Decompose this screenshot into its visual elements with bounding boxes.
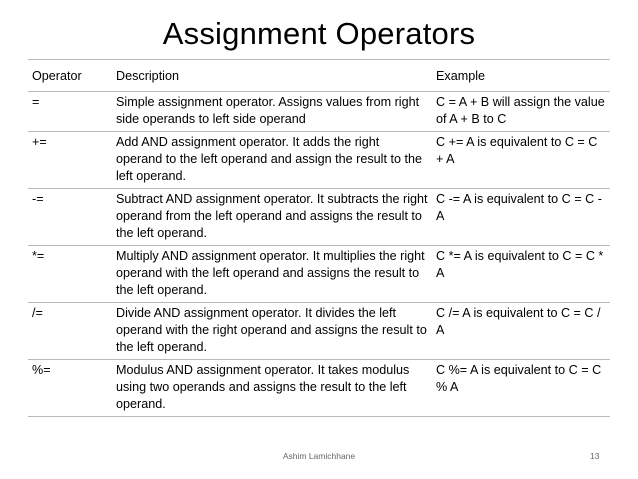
description-cell: Divide AND assignment operator. It divides the left operand with the right operand and assigns the result to the left operand. (112, 303, 432, 360)
table-row (28, 132, 610, 189)
table-row (28, 360, 610, 417)
table-row (28, 92, 610, 132)
operator-cell: += (28, 132, 112, 189)
example-cell: C %= A is equivalent to C = C % A (432, 360, 610, 417)
table-header-row (28, 60, 610, 92)
description-cell: Subtract AND assignment operator. It subtracts the right operand from the left operand and assigns the result to the left operand. (112, 189, 432, 246)
description-cell: Add AND assignment operator. It adds the right operand to the left operand and assign the result to the left operand. (112, 132, 432, 189)
operator-cell: %= (28, 360, 112, 417)
header-description: Description (112, 60, 432, 92)
operator-cell: /= (28, 303, 112, 360)
slide-title: Assignment Operators (162, 16, 476, 51)
operators-table (28, 59, 610, 417)
table-row (28, 246, 610, 303)
example-cell: C = A + B will assign the value of A + B to C (432, 92, 610, 132)
example-cell: C += A is equivalent to C = C + A (432, 132, 610, 189)
operator-cell: = (28, 92, 112, 132)
header-example: Example (432, 60, 610, 92)
header-operator: Operator (28, 60, 112, 92)
table-row (28, 303, 610, 360)
operator-cell: -= (28, 189, 112, 246)
example-cell: C *= A is equivalent to C = C * A (432, 246, 610, 303)
operator-cell: *= (28, 246, 112, 303)
example-cell: C -= A is equivalent to C = C - A (432, 189, 610, 246)
description-cell: Multiply AND assignment operator. It multiplies the right operand with the left operand and assigns the result to the left operand. (112, 246, 432, 303)
footer-author: Ashim Lamichhane (282, 451, 356, 461)
description-cell: Simple assignment operator. Assigns values from right side operands to left side operand (112, 92, 432, 132)
example-cell: C /= A is equivalent to C = C / A (432, 303, 610, 360)
description-cell: Modulus AND assignment operator. It takes modulus using two operands and assigns the result to the left operand. (112, 360, 432, 417)
page-number: 13 (590, 451, 600, 461)
table-row (28, 189, 610, 246)
